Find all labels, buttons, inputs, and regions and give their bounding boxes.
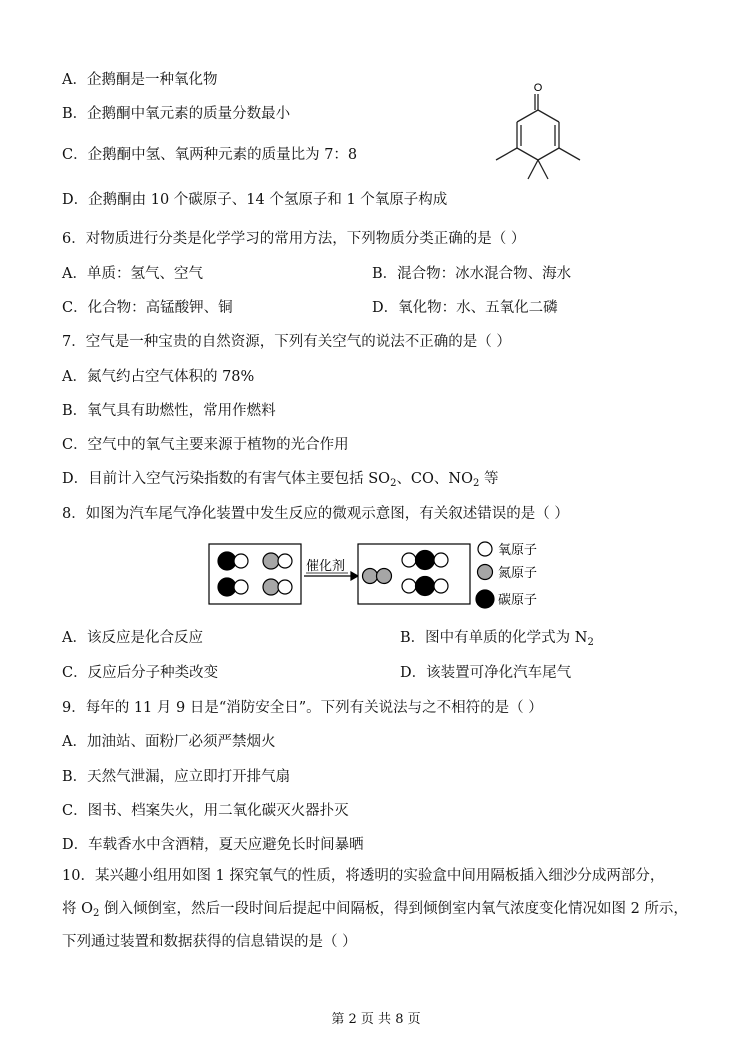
q7-option-a: A．氮气约占空气体积的 78%	[62, 369, 255, 385]
q9-stem: 9．每年的 11 月 9 日是“消防安全日”。下列有关说法与之不相符的是（ ）	[62, 700, 543, 716]
q8-stem: 8．如图为汽车尾气净化装置中发生反应的微观示意图，有关叙述错误的是（ ）	[62, 506, 569, 522]
q7-option-d	[62, 469, 498, 494]
q10-line3: 下列通过装置和数据获得的信息错误的是（ ）	[62, 934, 357, 950]
q10-line2-sub: 2	[93, 908, 100, 919]
q5-option-a: A．企鹅酮是一种氧化物	[62, 72, 218, 88]
q8-option-a: A．该反应是化合反应	[62, 630, 203, 646]
legend-carbon-label: 碳原子	[498, 592, 538, 607]
q8-option-b	[400, 628, 594, 653]
q8-option-d: D．该装置可净化汽车尾气	[400, 665, 572, 681]
oxygen-atom-label: O	[533, 82, 543, 94]
q7-option-c: C．空气中的氧气主要来源于植物的光合作用	[62, 437, 349, 453]
penguinone-structure	[490, 75, 590, 185]
page-footer: 第 2 页 共 8 页	[331, 1012, 421, 1027]
reaction-diagram	[200, 538, 580, 612]
q7-stem: 7．空气是一种宝贵的自然资源，下列有关空气的说法不正确的是（ ）	[62, 334, 511, 350]
q7-d-mid: 、CO、NO	[396, 471, 473, 487]
q10-line1: 10．某兴趣小组用如图 1 探究氧气的性质，将透明的实验盒中间用隔板插入细沙分成两部分，	[62, 868, 665, 884]
q6-option-d: D．氧化物：水、五氧化二磷	[372, 300, 558, 316]
legend-carbon-icon	[476, 590, 494, 608]
catalyst-label: 催化剂	[306, 558, 346, 573]
legend-nitrogen-icon	[478, 565, 493, 580]
q10-line2-suffix: 倒入倾倒室，然后一段时间后提起中间隔板，得到倾倒室内氧气浓度变化情况如图 2 所示，	[99, 901, 688, 917]
legend-oxygen-icon	[478, 542, 492, 556]
q8-option-c: C．反应后分子种类改变	[62, 665, 219, 681]
q10-line2	[62, 899, 688, 924]
q6-option-a: A．单质：氢气、空气	[62, 266, 203, 282]
q7-d-suffix: 等	[479, 471, 499, 487]
q6-option-c: C．化合物：高锰酸钾、铜	[62, 300, 233, 316]
q8-b-prefix: B．图中有单质的化学式为 N	[400, 630, 588, 646]
legend-oxygen-label: 氧原子	[498, 542, 538, 557]
q9-option-d: D．车载香水中含酒精，夏天应避免长时间暴晒	[62, 837, 364, 853]
q9-option-a: A．加油站、面粉厂必须严禁烟火	[62, 734, 276, 750]
q7-d-sub1: 2	[390, 478, 397, 489]
q6-stem: 6．对物质进行分类是化学学习的常用方法，下列物质分类正确的是（ ）	[62, 231, 526, 247]
legend-nitrogen-label: 氮原子	[498, 565, 538, 580]
q10-line2-prefix: 将 O	[62, 901, 93, 917]
q7-option-b: B．氧气具有助燃性，常用作燃料	[62, 403, 276, 419]
q5-option-d: D．企鹅酮由 10 个碳原子、14 个氢原子和 1 个氧原子构成	[62, 192, 448, 208]
q7-d-prefix: D．目前计入空气污染指数的有害气体主要包括 SO	[62, 471, 391, 487]
q7-d-sub2: 2	[473, 478, 480, 489]
q5-option-b: B．企鹅酮中氧元素的质量分数最小	[62, 106, 291, 122]
q5-option-c: C．企鹅酮中氢、氧两种元素的质量比为 7：8	[62, 147, 358, 163]
q9-option-b: B．天然气泄漏，应立即打开排气扇	[62, 769, 291, 785]
q8-b-sub: 2	[587, 637, 594, 648]
q6-option-b: B．混合物：冰水混合物、海水	[372, 266, 572, 282]
q9-option-c: C．图书、档案失火，用二氧化碳灭火器扑灭	[62, 803, 349, 819]
